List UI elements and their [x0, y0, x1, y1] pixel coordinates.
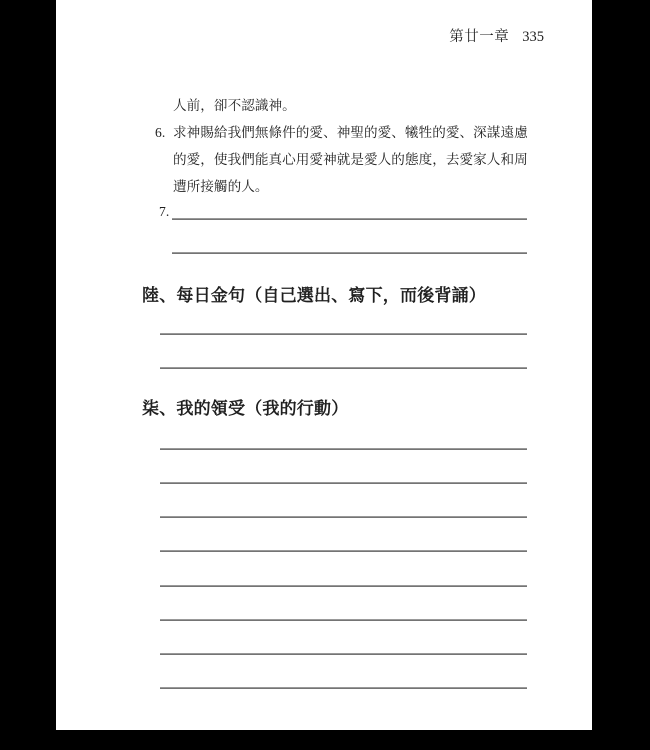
- blank-writing-line: [160, 619, 527, 621]
- my-response-blank-lines: [160, 448, 527, 449]
- blank-writing-line: [160, 516, 527, 518]
- blank-writing-line: [160, 653, 527, 655]
- book-page: [56, 0, 592, 730]
- paragraph-continuation: 人前，卻不認識神。: [173, 98, 296, 113]
- list-item-6: [173, 119, 531, 200]
- list-number-6: 6.: [155, 125, 166, 140]
- text-line: 求神賜給我們無條件的愛、神聖的愛、犧牲的愛、深謀遠慮: [173, 125, 528, 140]
- chapter-title: 第廿一章: [449, 29, 510, 45]
- list-number-7: 7.: [159, 204, 170, 219]
- daily-verse-blank-lines: [160, 333, 527, 334]
- blank-writing-line: [172, 218, 527, 220]
- blank-writing-line: [160, 550, 527, 552]
- text-line: 的愛，使我們能真心用愛神就是愛人的態度，去愛家人和周: [173, 152, 528, 167]
- section-heading-my-response: 柒、我的領受（我的行動）: [142, 399, 349, 418]
- page-number: 335: [522, 29, 544, 45]
- blank-writing-line: [160, 585, 527, 587]
- blank-writing-line: [160, 367, 527, 369]
- blank-writing-line: [172, 252, 527, 254]
- blank-writing-line: [160, 482, 527, 484]
- blank-writing-line: [160, 333, 527, 335]
- item-7-blank-lines: [172, 218, 527, 219]
- text-line: 遭所接觸的人。: [173, 179, 269, 194]
- section-heading-daily-verse: 陸、每日金句（自己選出、寫下，而後背誦）: [142, 286, 486, 305]
- blank-writing-line: [160, 687, 527, 689]
- running-header: [449, 29, 544, 45]
- blank-writing-line: [160, 448, 527, 450]
